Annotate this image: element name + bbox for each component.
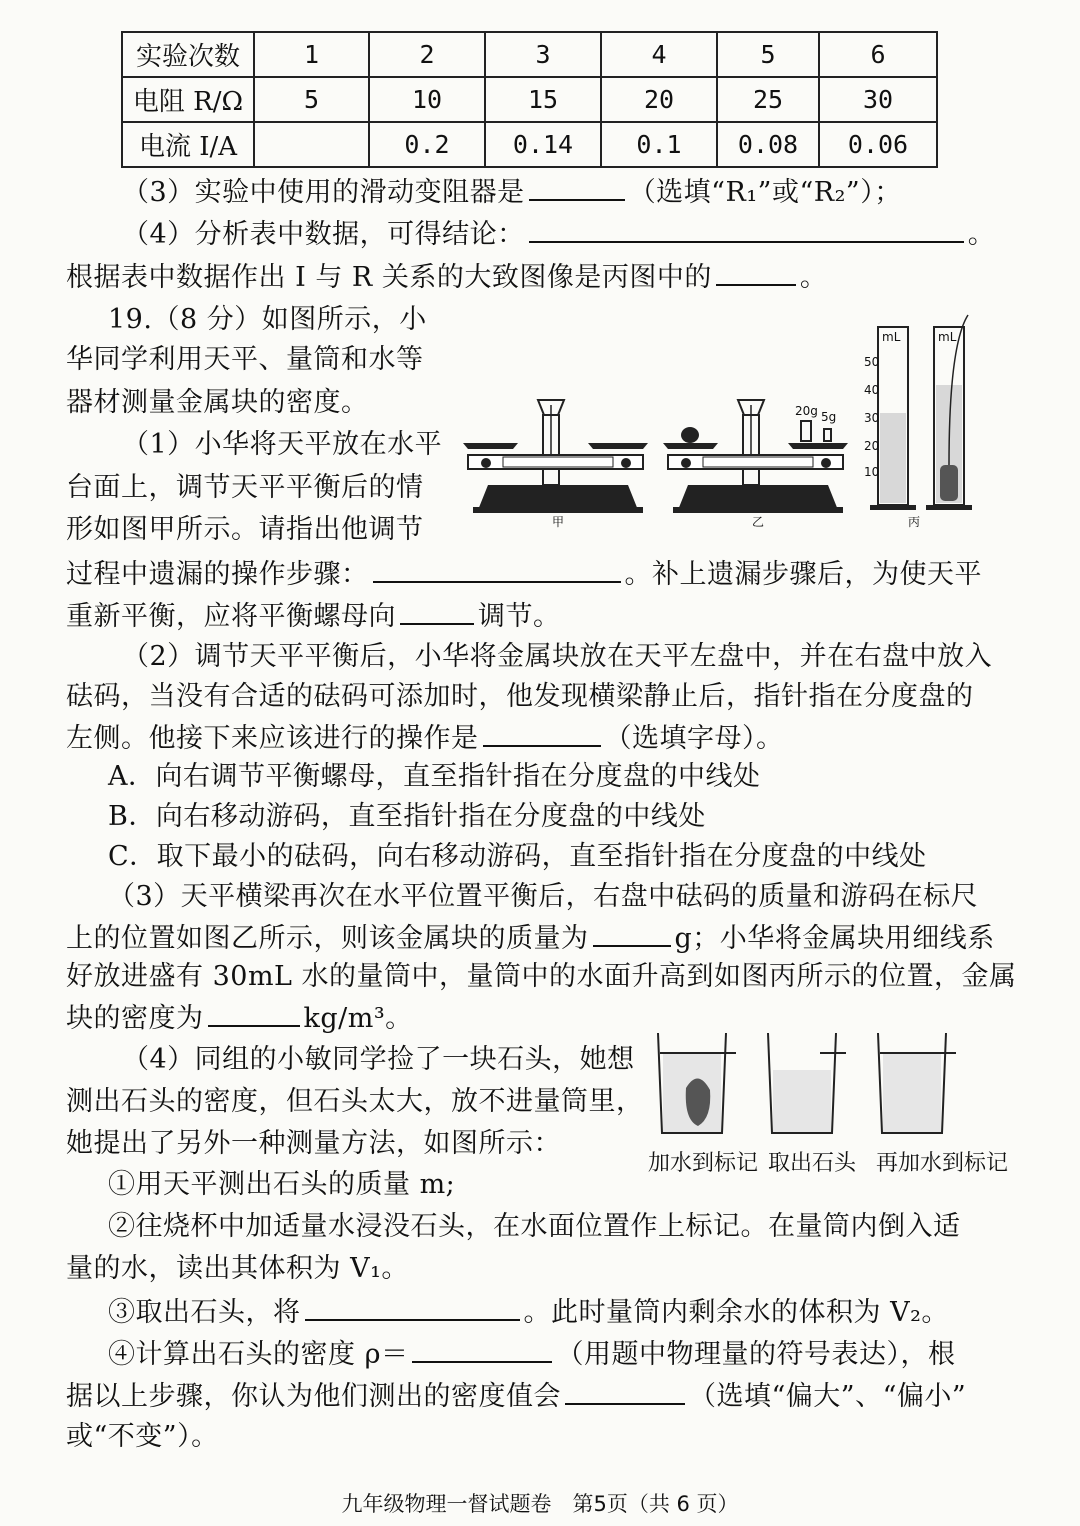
text-line: 量的水，读出其体积为 V₁。 [66, 1253, 409, 1284]
option-a: A．向右调节平衡螺母，直至指针指在分度盘的中线处 [108, 761, 761, 792]
table-cell: 15 [485, 77, 601, 122]
table-cell: 0.1 [601, 122, 717, 167]
table-cell: 3 [485, 32, 601, 77]
q18-part5: 根据表中数据作出 I 与 R 关系的大致图像是丙图中的 。 [66, 256, 827, 298]
weight-label: 20g [795, 404, 818, 418]
answer-blank[interactable] [716, 256, 796, 286]
text-line: 左侧。他接下来应该进行的操作是 （选填字母）。 [66, 717, 784, 759]
cylinder-with-metal [926, 315, 972, 510]
text-line: 砝码，当没有合适的砝码可添加时，他发现横梁静止后，指针指在分度盘的 [66, 681, 974, 712]
answer-blank[interactable] [483, 717, 601, 747]
row-header: 实验次数 [122, 32, 254, 77]
table-row [122, 32, 937, 77]
text-line: （3）天平横梁再次在水平位置平衡后，右盘中砝码的质量和游码在标尺 [108, 881, 979, 912]
option-b: B．向右移动游码，直至指针指在分度盘的中线处 [108, 801, 706, 832]
text-line: 形如图甲所示。请指出他调节 [66, 514, 424, 545]
beaker-caption: 再加水到标记 [876, 1151, 1009, 1176]
text-line: 她提出了另外一种测量方法，如图所示： [66, 1128, 561, 1159]
tick-label: 20 [864, 439, 880, 453]
text-line: 或“不变”）。 [66, 1421, 219, 1452]
text-line: （2）调节天平平衡后，小华将金属块放在天平左盘中，并在右盘中放入 [122, 641, 993, 672]
text-line: 台面上，调节天平平衡后的情 [66, 472, 424, 503]
answer-blank[interactable] [305, 1291, 520, 1321]
beaker-stone-removed [768, 1033, 846, 1133]
figure-label: 甲 [552, 515, 565, 529]
table-cell: 6 [819, 32, 937, 77]
text-line: 华同学利用天平、量筒和水等 [66, 344, 424, 375]
text-line: 块的密度为 kg/m³。 [66, 997, 413, 1039]
table-cell: 0.06 [819, 122, 937, 167]
answer-blank[interactable] [400, 595, 474, 625]
answer-blank[interactable] [565, 1375, 685, 1405]
figure-label: 丙 [908, 515, 921, 529]
table-cell: 5 [717, 32, 819, 77]
table-cell: 0.08 [717, 122, 819, 167]
table-cell: 4 [601, 32, 717, 77]
tick-label: 30 [864, 411, 880, 425]
table-cell: 30 [819, 77, 937, 122]
text-line: 过程中遗漏的操作步骤： 。补上遗漏步骤后，为使天平 [66, 553, 982, 595]
answer-blank[interactable] [529, 213, 964, 243]
figure-label: 乙 [752, 515, 765, 529]
table-row [122, 122, 937, 167]
tick-label: 50 [864, 355, 880, 369]
beaker-caption: 取出石头 [768, 1151, 857, 1176]
table-cell: 0.2 [369, 122, 485, 167]
table-cell: 2 [369, 32, 485, 77]
table-row [122, 77, 937, 122]
step-2: ②往烧杯中加适量水浸没石头，在水面位置作上标记。在量筒内倒入适 [108, 1211, 961, 1242]
step-4: ④计算出石头的密度 ρ＝ （用题中物理量的符号表达），根 [108, 1333, 955, 1375]
page-footer: 九年级物理一督试题卷 第5页（共 6 页） [341, 1492, 739, 1516]
answer-blank[interactable] [208, 997, 300, 1027]
q19-title: 19.（8 分）如图所示，小 [108, 304, 427, 335]
q18-part3: （3）实验中使用的滑动变阻器是 （选填“R₁”或“R₂”）； [122, 171, 902, 213]
table-cell [254, 122, 369, 167]
unit-label: mL [938, 330, 957, 344]
tick-label: 40 [864, 383, 880, 397]
text-line: 据以上步骤，你认为他们测出的密度值会 （选填“偏大”、“偏小” [66, 1375, 966, 1417]
table-cell: 25 [717, 77, 819, 122]
beaker-figures [650, 1028, 960, 1138]
answer-blank[interactable] [593, 917, 671, 947]
step-1: ①用天平测出石头的质量 m; [108, 1169, 456, 1200]
table-cell: 20 [601, 77, 717, 122]
answer-blank[interactable] [412, 1333, 552, 1363]
text-line: 测出石头的密度，但石头太大，放不进量筒里， [66, 1086, 644, 1117]
beaker-with-stone [658, 1033, 736, 1133]
text-line: （1）小华将天平放在水平 [122, 429, 443, 460]
q18-part4: （4）分析表中数据，可得结论： 。 [122, 213, 995, 255]
row-header: 电流 I/A [122, 122, 254, 167]
weight-label: 5g [821, 410, 837, 424]
table-cell: 10 [369, 77, 485, 122]
answer-blank[interactable] [373, 553, 621, 583]
text-line: 器材测量金属块的密度。 [66, 387, 369, 418]
text-line: 上的位置如图乙所示，则该金属块的质量为 g；小华将金属块用细线系 [66, 917, 995, 959]
beaker-caption: 加水到标记 [648, 1151, 759, 1176]
unit-label: mL [882, 330, 901, 344]
data-table [121, 31, 938, 168]
table-cell: 1 [254, 32, 369, 77]
table-cell: 0.14 [485, 122, 601, 167]
table-cell: 5 [254, 77, 369, 122]
answer-blank[interactable] [529, 171, 625, 201]
row-header: 电阻 R/Ω [122, 77, 254, 122]
text-line: （4）同组的小敏同学捡了一块石头，她想 [122, 1044, 635, 1075]
tick-label: 10 [864, 465, 880, 479]
option-c: C．取下最小的砝码，向右移动游码，直至指针指在分度盘的中线处 [108, 841, 927, 872]
text-line: 好放进盛有 30mL 水的量筒中，量筒中的水面升高到如图丙所示的位置，金属 [66, 961, 1017, 992]
balance-jia [463, 400, 648, 513]
step-3: ③取出石头，将 。此时量筒内剩余水的体积为 V₂。 [108, 1291, 949, 1333]
text-line: 重新平衡，应将平衡螺母向 调节。 [66, 595, 561, 637]
beaker-refilled [878, 1033, 956, 1133]
